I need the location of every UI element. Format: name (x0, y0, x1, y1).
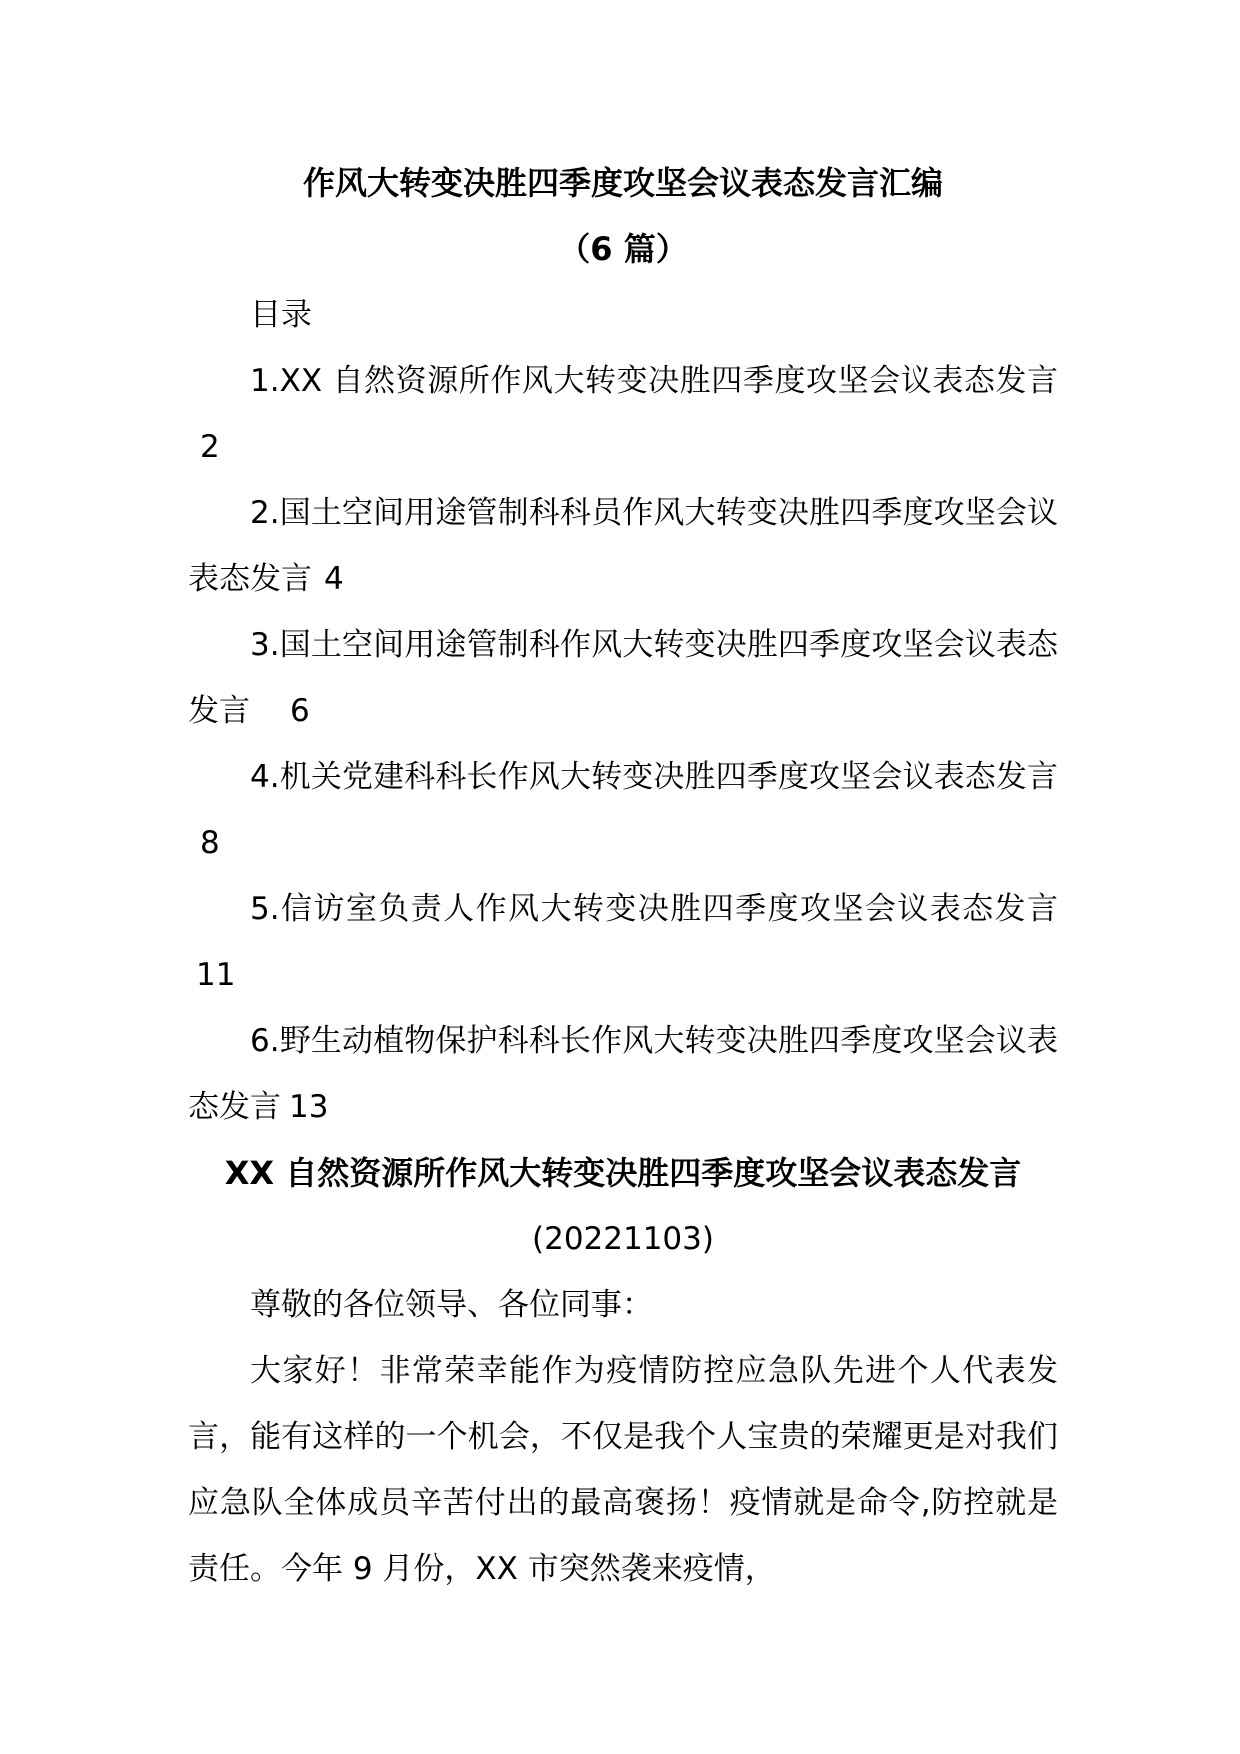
toc-item-text: 2.国土空间用途管制科科员作风大转变决胜四季度攻坚会议表态发言 (188, 495, 1058, 597)
table-of-contents (188, 348, 1058, 1140)
toc-item-text: 6.野生动植物保护科科长作风大转变决胜四季度攻坚会议表态发言 (188, 1023, 1058, 1125)
toc-item-page: 13 (289, 1089, 329, 1125)
body-paragraph: 大家好！非常荣幸能作为疫情防控应急队先进个人代表发言，能有这样的一个机会，不仅是我个人宝贵的荣耀更是对我们应急队全体成员辛苦付出的最高褒扬！疫情就是命令,防控就是责任。今年 9 月份，XX 市突然袭来疫情， (188, 1353, 1058, 1587)
toc-item[interactable] (188, 480, 1058, 612)
toc-item-text: 3.国土空间用途管制科作风大转变决胜四季度攻坚会议表态发言 (188, 627, 1058, 729)
toc-item-page: 4 (324, 561, 344, 597)
toc-item-page: 2 (200, 429, 220, 465)
section-date: (20221103) (532, 1221, 714, 1257)
document-subtitle: （6 篇） (558, 230, 688, 268)
toc-heading: 目录 (250, 297, 312, 333)
toc-item[interactable] (188, 612, 1058, 744)
salutation: 尊敬的各位领导、各位同事： (250, 1287, 653, 1323)
document-title: 作风大转变决胜四季度攻坚会议表态发言汇编 (302, 164, 943, 202)
toc-item-text: 4.机关党建科科长作风大转变决胜四季度攻坚会议表态发言 (250, 759, 1058, 795)
toc-item[interactable] (188, 1008, 1058, 1140)
toc-item[interactable] (188, 744, 1058, 876)
toc-item-page: 8 (200, 825, 220, 861)
toc-item-text: 1.XX 自然资源所作风大转变决胜四季度攻坚会议表态发言 (250, 363, 1058, 399)
toc-item[interactable] (188, 876, 1058, 1008)
document-page (188, 150, 1058, 1602)
toc-item-text: 5.信访室负责人作风大转变决胜四季度攻坚会议表态发言 (250, 891, 1058, 927)
toc-item[interactable] (188, 348, 1058, 480)
toc-item-page: 6 (290, 693, 310, 729)
toc-item-page: 11 (196, 957, 236, 993)
section-title: XX 自然资源所作风大转变决胜四季度攻坚会议表态发言 (224, 1154, 1022, 1192)
